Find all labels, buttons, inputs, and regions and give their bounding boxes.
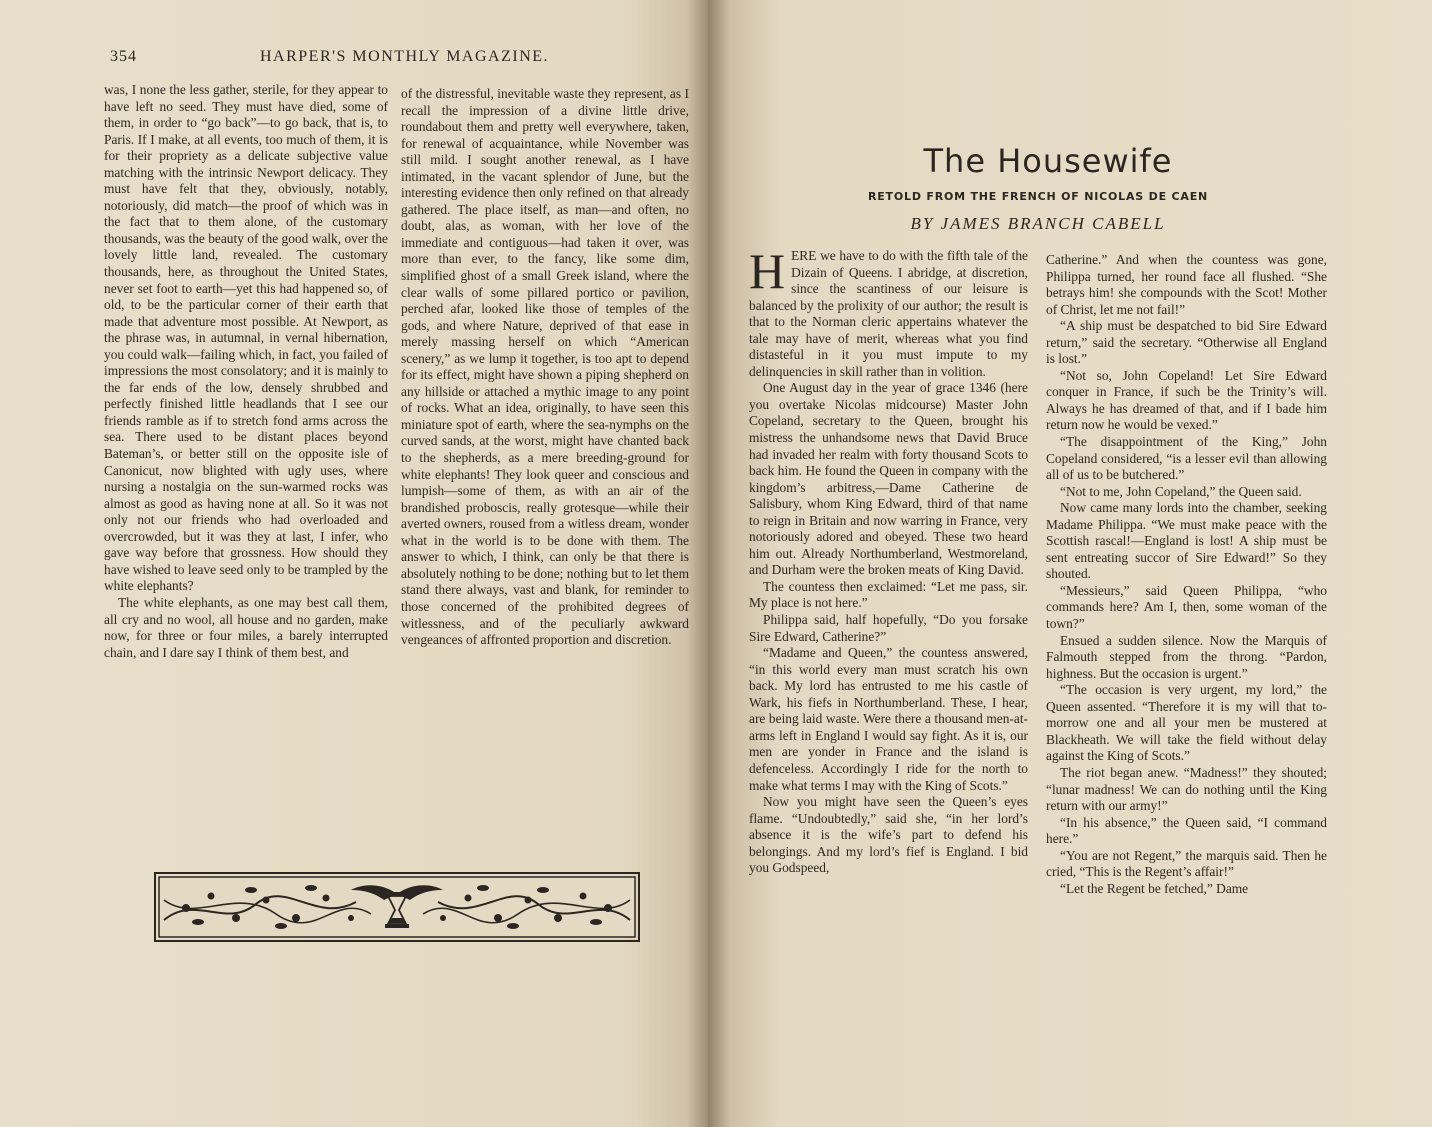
paragraph: “The disappointment of the King,” John Copeland considered, “is a lesser evil than allowing all of us to be butchered.” (1046, 434, 1327, 483)
left-column-2 (401, 86, 689, 649)
paragraph: One August day in the year of grace 1346 (here you overtake Nicolas midcourse) Master John Copeland, secretary to the Queen, brought his mistress the unhandsome news that David Bruce had invaded her realm with forty thousand Scots to back him. He found the Queen in company with the kingdom’s arbitress,—Dame Catherine de Salisbury, whom King Edward, third of that name to reign in Britain and now warring in France, very notoriously adored and obeyed. These two heard him out. Already Northumberland, Westmoreland, and Durham were the broken meats of King David. (749, 380, 1028, 578)
page-number: 354 (110, 48, 137, 65)
left-page (0, 0, 708, 1127)
paragraph: Ensued a sudden silence. Now the Marquis of Falmouth stepped from the throng. “Pardon, highness. But the occasion is urgent.” (1046, 632, 1327, 681)
paragraph: “Not so, John Copeland! Let Sire Edward conquer in France, if such be the Trinity’s will. Always he has dreamed of that, and if I bade him return now he would be vexed.” (1046, 367, 1327, 433)
paragraph: Now came many lords into the chamber, seeking Madame Philippa. “We must make peace with the Scottish rascal!—England is lost! A ship must be sent entreating succor of Sire Edward!” So they shouted. (1046, 500, 1327, 582)
magazine-title: HARPER'S MONTHLY MAGAZINE. (260, 48, 550, 65)
floral-hourglass-ornament (156, 874, 638, 940)
paragraph: The white elephants, as one may best call them, all cry and no wool, all house and no garden, make now, for three or four miles, a barely interrupted chain, and I dare say I think of them best, and (104, 594, 388, 660)
article-title: The Housewife (923, 142, 1173, 180)
decorative-ornament-panel (154, 872, 640, 942)
right-column-2 (1046, 252, 1327, 897)
article-byline: BY JAMES BRANCH CABELL (910, 214, 1166, 233)
paragraph: “Messieurs,” said Queen Philippa, “who commands here? Am I, then, some woman of the town?” (1046, 582, 1327, 632)
paragraph: “The occasion is very urgent, my lord,” the Queen assented. “Therefore it is my will that to-morrow one and all your men be mustered at Blackheath. We will take the field without delay against the King of Scots.” (1046, 682, 1327, 764)
drop-cap: H (749, 243, 786, 299)
paragraph: Now you might have seen the Queen’s eyes flame. “Undoubtedly,” said she, “in her lord’s absence it is the wife’s part to defend his belongings. And my lord’s fief is England. I bid you Godspeed, (749, 794, 1028, 876)
opening-paragraph (749, 243, 1028, 380)
paragraph: The riot began anew. “Madness!” they shouted; “lunar madness! We can do nothing until the King return with our army!” (1046, 764, 1327, 814)
paragraph: “A ship must be despatched to bid Sire Edward return,” said the secretary. “Otherwise all England is lost.” (1046, 318, 1327, 367)
paragraph: of the distressful, inevitable waste they represent, as I recall the impression of a divine little drive, roundabout them and pretty well everywhere, taken, for renewal of acquaintance, while November was still mild. I sought another renewal, as I have intimated, in the vacant splendor of June, but the interesting evidence then only refined on that already gathered. The place itself, as man—and often, no doubt, alas, as woman, with her love of the immediate and contiguous—had taken it over, was more than ever, to the fancy, like some dim, simplified ghost of a small Greek island, where the clear walls of some pillared portico or pavilion, perched afar, looked like those of temples of the gods, and where Nature, deprived of that ease in merely massing herself on which “American scenery,” as we lump it together, is too apt to depend for its effect, might have shown a piping shepherd on any hillside or attached a mythic image to any point of rocks. What an idea, originally, to have seen this miniature spot of earth, where the sea-nymphs on the curved sands, at the worst, might have chanted back to the shepherds, as a mere breeding-ground for white elephants! They look queer and conscious and lumpish—some of them, as with an air of the brandished proboscis, really grotesque—while their averted owners, roused from a witless dream, wonder what in the world is to be done with them. The answer to which, I think, can only be that there is absolutely nothing to be done; nothing but to let them stand there always, vast and blank, for reminder to those concerned of the prohibited degrees of witlessness, and of the peculiarly awkward vengeances of affronted proportion and discretion. (401, 86, 689, 648)
article-subtitle: RETOLD FROM THE FRENCH OF NICOLAS DE CAEN (867, 190, 1209, 203)
paragraph: “Let the Regent be fetched,” Dame (1060, 880, 1249, 896)
paragraph: Philippa said, half hopefully, “Do you forsake Sire Edward, Catherine?” (749, 612, 1028, 644)
paragraph: “Madame and Queen,” the countess answered, “in this world every man must scratch his own back. My lord has entrusted to me his castle of Wark, his fiefs in Northumberland. These, I hear, are being laid waste. Were there a thousand men-at-arms left in England I would say fight. As it is, our men are yonder in France and the island is defenceless. Accordingly I ride for the north to make what terms I may with the King of Scots.” (749, 645, 1028, 793)
left-column-1 (104, 82, 388, 661)
paragraph: “Not to me, John Copeland,” the Queen said. (1060, 483, 1302, 499)
opening-text: ERE we have to do with the fifth tale of the Dizain of Queens. I abridge, at discretion, since the scantiness of our leisure is balanced by the prolixity of our author; the result is that to the Norman cleric appertains whatever the tale may have of merit, whereas what you find distasteful in it you must impute to my delinquencies in skill rather than in volition. (749, 248, 1028, 379)
paragraph: Catherine.” And when the countess was gone, Philippa turned, her round face all flushed. “She betrays him! she compounds with the Scot! Mother of Christ, let me not fail!” (1046, 252, 1327, 317)
paragraph: “You are not Regent,” the marquis said. Then he cried, “This is the Regent’s affair!” (1046, 847, 1327, 880)
paragraph: The countess then exclaimed: “Let me pass, sir. My place is not here.” (749, 578, 1028, 611)
paragraph: “In his absence,” the Queen said, “I command here.” (1046, 814, 1327, 847)
paragraph: was, I none the less gather, sterile, for they appear to have left no seed. They must have died, some of them, in order to “go back”—to go back, that is, to Paris. If I make, at all events, too much of them, it is for their propriety as a delicate subjective value matching with the intrinsic Newport delicacy. They must have felt that they, obviously, notably, notoriously, did match—the proof of which was in the fact that to them alone, of the customary thousands, was the beauty of the good walk, over the lovely little land, revealed. The customary thousands, here, as throughout the United States, never set foot to earth—yet this had happened so, of old, to be the particular corner of their earth that made that adventure most possible. At Newport, as the phrase was, in autumnal, in vernal hibernation, you could walk—failing which, in fact, you failed of impressions the most consolatory; and it is mainly to the far ends of the low, densely shrubbed and perfectly finished little headlands that I see our friends ramble as if to stretch fond arms across the sea. There used to be distant places beyond Bateman’s, or better still on the opposite isle of Canonicut, now blighted with ugly uses, where nursing a nostalgia on the sun-warmed rocks was almost as good as having none at all. So it was not only not our friends who had overloaded and overcrowded, but it was they at last, I infer, who gave way before that grossness. How should they have wished to leave seed only to be trampled by the white elephants? (104, 82, 388, 594)
right-column-1 (749, 243, 1028, 877)
